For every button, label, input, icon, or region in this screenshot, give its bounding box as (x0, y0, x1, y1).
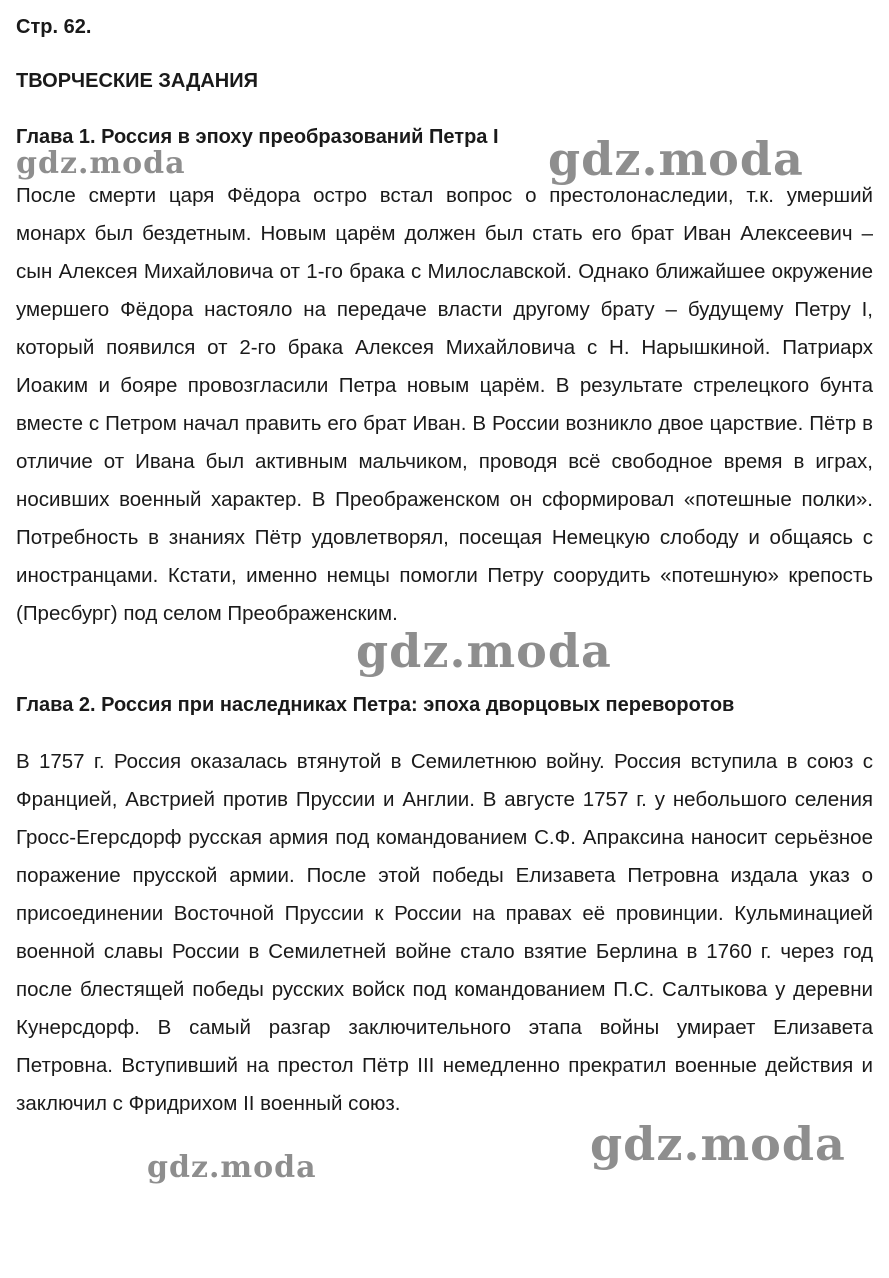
watermark: gdz.moda (548, 132, 804, 186)
watermark: gdz.moda (147, 1150, 317, 1185)
watermark: gdz.moda (356, 624, 612, 678)
chapter-2-heading: Глава 2. Россия при наследниках Петра: эпоха дворцовых переворотов (16, 694, 735, 716)
watermark: gdz.moda (590, 1117, 846, 1171)
page-number: Стр. 62. (16, 16, 92, 38)
chapter-1-text: После смерти царя Фёдора остро встал вопрос о престолонаследии, т.к. умерший монарх был бездетным. Новым царём должен был стать его брат Иван Алексеевич – сын Алексея Михайловича от 1-го брака с Милославской. Однако ближайшее окружение умершего Фёдора настояло на передаче власти другому брату – будущему Петру I, который появился от 2-го брака Алексея Михайловича с Н. Нарышкиной. Патриарх Иоаким и бояре провозгласили Петра новым царём. В результате стрелецкого бунта вместе с Петром начал править его брат Иван. В России возникло двое царствие. Пётр в отличие от Ивана был активным мальчиком, проводя всё свободное время в играх, носивших военный характер. В Преображенском он сформировал «потешные полки». Потребность в знаниях Пётр удовлетворял, посещая Немецкую слободу и общаясь с иностранцами. Кстати, именно немцы помогли Петру соорудить «потешную» крепость (Пресбург) под селом Преображенским. (16, 184, 873, 625)
section-title: ТВОРЧЕСКИЕ ЗАДАНИЯ (16, 70, 258, 92)
chapter-2-text: В 1757 г. Россия оказалась втянутой в Семилетнюю войну. Россия вступила в союз с Францией, Австрией против Пруссии и Англии. В августе 1757 г. у небольшого селения Гросс-Егерсдорф русская армия под командованием С.Ф. Апраксина наносит серьёзное поражение прусской армии. После этой победы Елизавета Петровна издала указ о присоединении Восточной Пруссии к России на правах её провинции. Кульминацией военной славы России в Семилетней войне стало взятие Берлина в 1760 г. через год после блестящей победы русских войск под командованием П.С. Салтыкова у деревни Кунерсдорф. В самый разгар заключительного этапа войны умирает Елизавета Петровна. Вступивший на престол Пётр III немедленно прекратил военные действия и заключил с Фридрихом II военный союз. (16, 750, 873, 1115)
chapter-1-heading: Глава 1. Россия в эпоху преобразований Петра I (16, 126, 499, 148)
watermark: gdz.moda (16, 146, 186, 181)
